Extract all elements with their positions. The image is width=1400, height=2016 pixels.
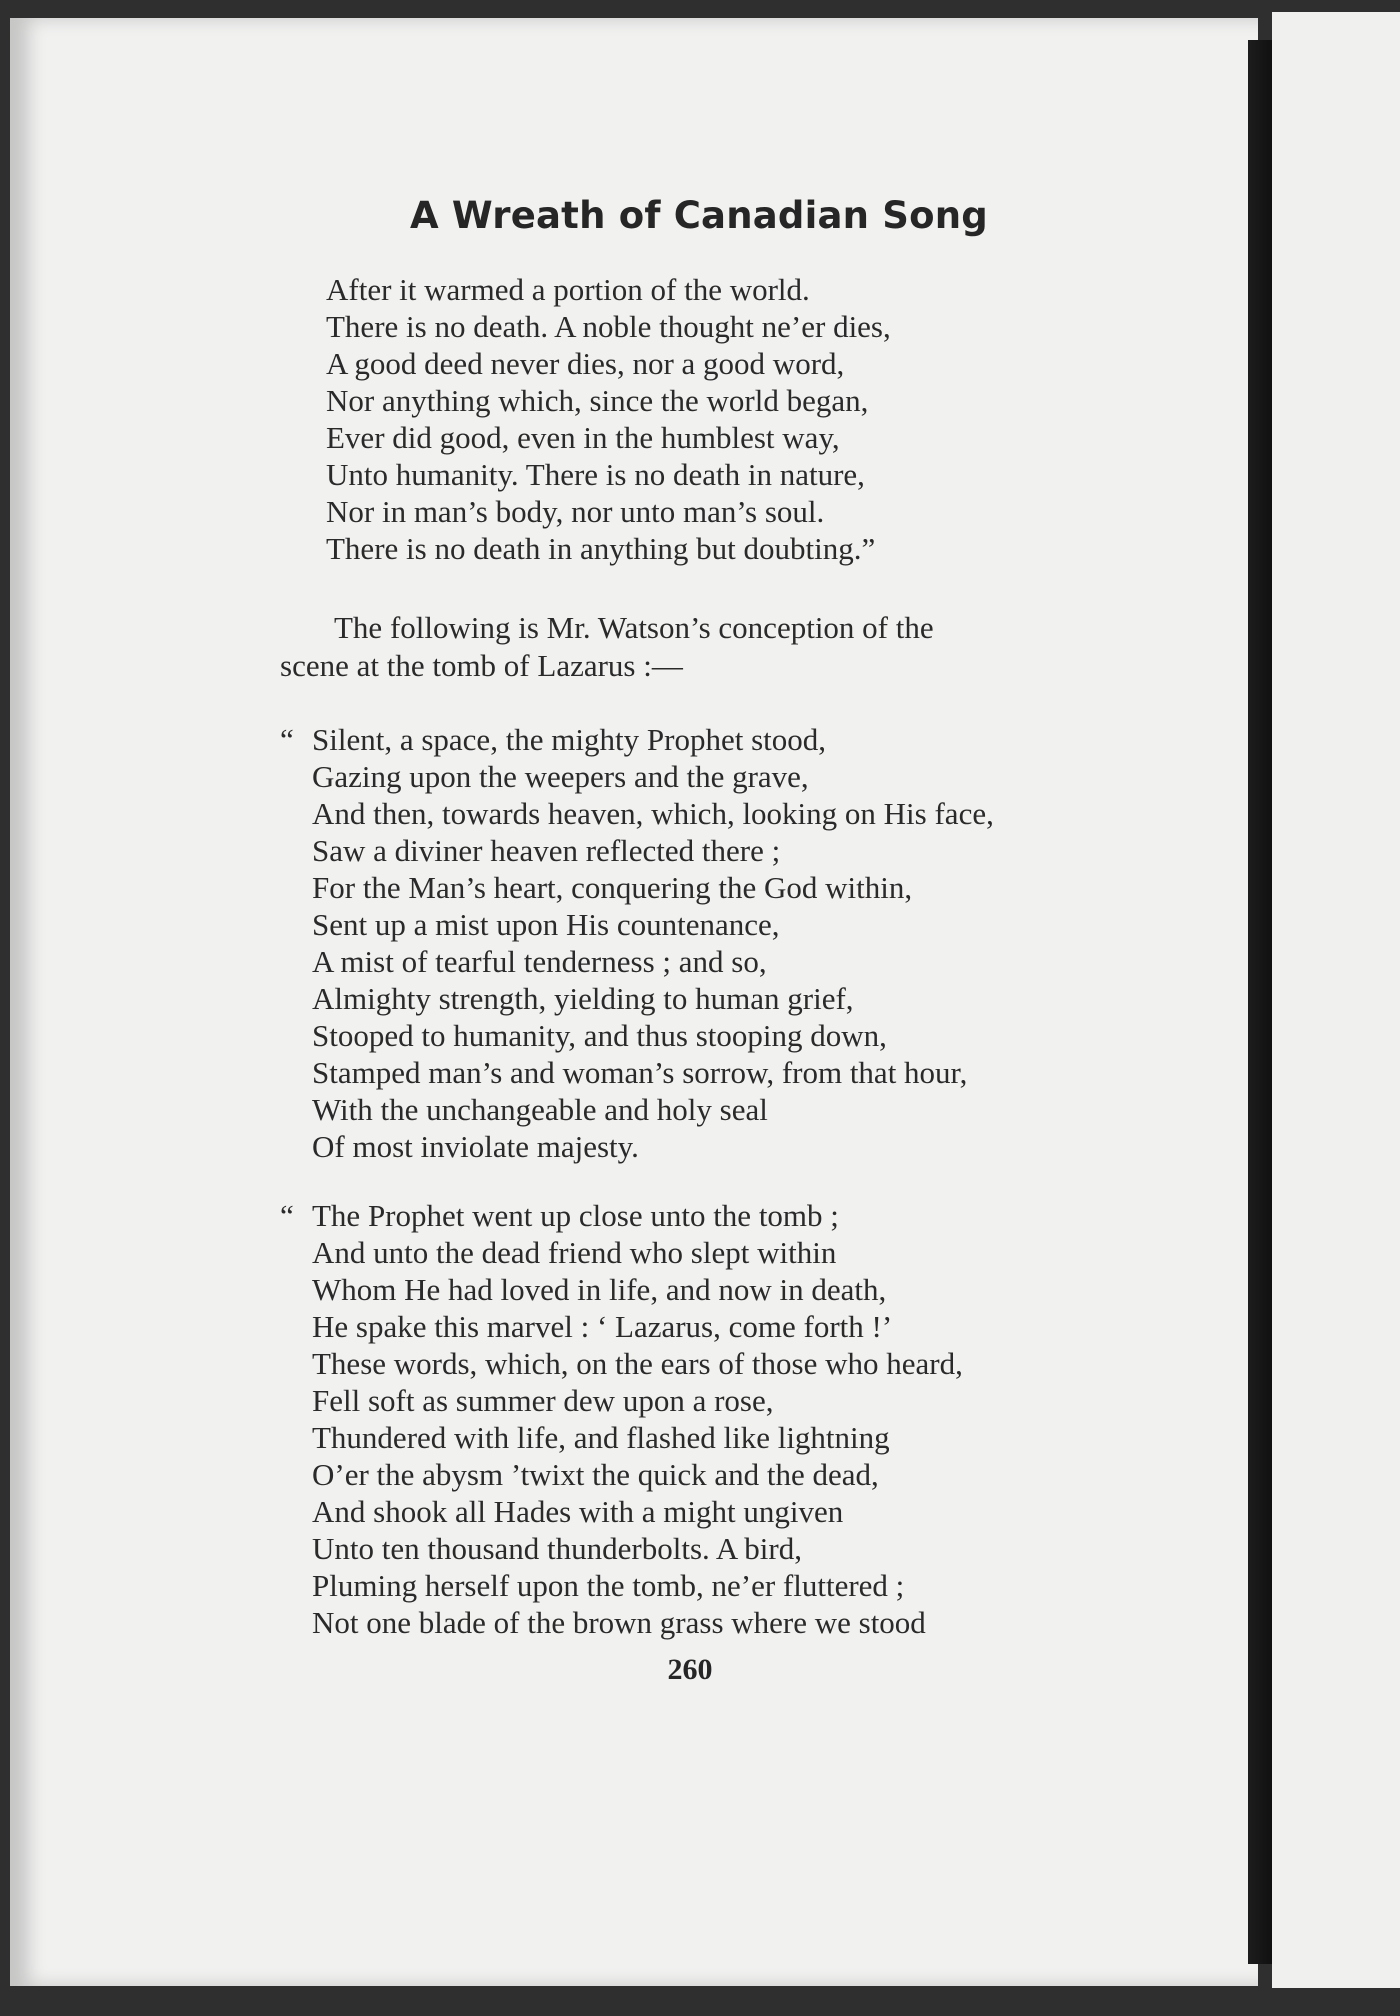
verse-line: O’er the abysm ’twixt the quick and the dead, (312, 1456, 879, 1492)
verse-line: Ever did good, even in the humblest way, (326, 419, 840, 455)
stanza-verse (312, 1197, 1140, 1641)
verse-line: Thundered with life, and flashed like lightning (312, 1419, 890, 1455)
verse-line: After it warmed a portion of the world. (326, 271, 810, 307)
stanza-verse (312, 721, 1140, 1165)
verse-line: Whom He had loved in life, and now in death, (312, 1271, 887, 1307)
stanza-1 (280, 721, 1140, 1165)
verse-line: He spake this marvel : ‘ Lazarus, come forth !’ (312, 1308, 893, 1344)
stanza-2 (280, 1197, 1140, 1641)
verse-line: A good deed never dies, nor a good word, (326, 345, 845, 381)
facing-page-edge (1272, 12, 1400, 1988)
verse-line: Stamped man’s and woman’s sorrow, from that hour, (312, 1054, 968, 1090)
opening-quote-mark: “ (280, 1197, 294, 1233)
verse-line: And then, towards heaven, which, looking on His face, (312, 795, 994, 831)
verse-line: There is no death. A noble thought ne’er dies, (326, 308, 891, 344)
page-number: 260 (667, 1652, 713, 1686)
running-head: A Wreath of Canadian Song (410, 194, 988, 237)
verse-line: With the unchangeable and holy seal (312, 1091, 768, 1127)
book-gutter (1248, 40, 1272, 1964)
verse-line: Unto humanity. There is no death in nature, (326, 456, 865, 492)
verse-line: Gazing upon the weepers and the grave, (312, 758, 809, 794)
verse-line: Of most inviolate majesty. (312, 1128, 639, 1164)
verse-line: Stooped to humanity, and thus stooping down, (312, 1017, 887, 1053)
verse-line: And unto the dead friend who slept within (312, 1234, 837, 1270)
verse-line: Nor in man’s body, nor unto man’s soul. (326, 493, 825, 529)
verse-line: Saw a diviner heaven reflected there ; (312, 832, 781, 868)
verse-line: Nor anything which, since the world began, (326, 382, 869, 418)
verse-line: There is no death in anything but doubting.” (326, 530, 876, 566)
verse-line: And shook all Hades with a might ungiven (312, 1493, 844, 1529)
prose-line: scene at the tomb of Lazarus :— (280, 647, 683, 683)
page-text (280, 196, 1140, 1687)
verse-line: Silent, a space, the mighty Prophet stood, (312, 721, 827, 757)
verse-line: A mist of tearful tenderness ; and so, (312, 943, 767, 979)
verse-line: For the Man’s heart, conquering the God within, (312, 869, 913, 905)
verse-line: Pluming herself upon the tomb, ne’er fluttered ; (312, 1567, 905, 1603)
verse-line: Not one blade of the brown grass where we stood (312, 1604, 926, 1640)
prose-line: The following is Mr. Watson’s conception of the (334, 609, 934, 645)
verse-line: Fell soft as summer dew upon a rose, (312, 1382, 774, 1418)
opening-verse (326, 271, 1140, 567)
prose-paragraph (280, 609, 1140, 685)
verse-line: The Prophet went up close unto the tomb ; (312, 1197, 839, 1233)
opening-quote-mark: “ (280, 721, 294, 757)
verse-line: These words, which, on the ears of those who heard, (312, 1345, 963, 1381)
verse-line: Unto ten thousand thunderbolts. A bird, (312, 1530, 802, 1566)
verse-line: Sent up a mist upon His countenance, (312, 906, 780, 942)
verse-line: Almighty strength, yielding to human grief, (312, 980, 854, 1016)
